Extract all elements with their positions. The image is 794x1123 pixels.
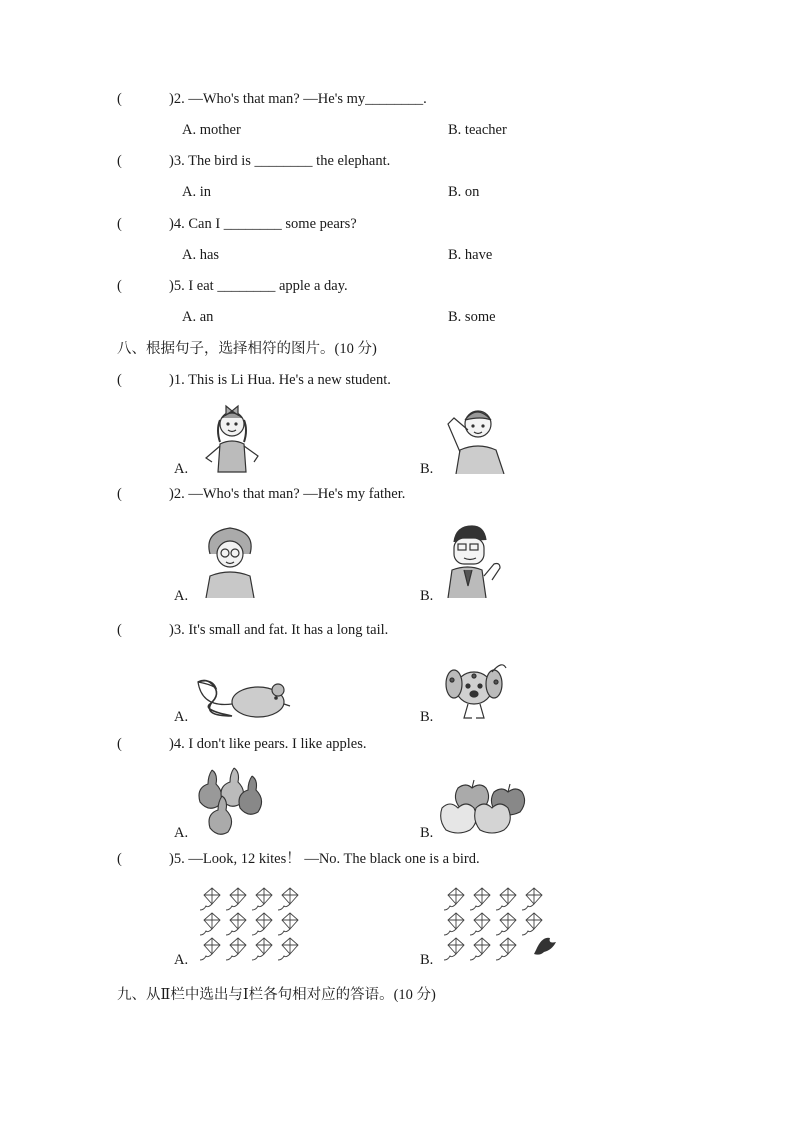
kite-icon [496,913,516,935]
option-a: A. has [182,247,220,263]
kite-icon [252,913,272,935]
kite-icon [226,913,246,935]
question-number: )1. [169,372,185,388]
question-row [117,371,391,389]
option-b-label: B. [420,461,434,477]
kite-icon [252,938,272,960]
answer-paren: ( [117,278,122,294]
option-b-label: B. [420,709,434,725]
question-number: )2. [169,91,185,107]
option-a: A. mother [182,122,241,138]
question-number: )5. [169,851,185,867]
question-number: )3. [169,153,185,169]
option-b-label: B. [420,588,434,604]
kite-icon [444,938,464,960]
question-row [117,735,367,753]
kite-icon [444,888,464,910]
kite-icon [252,888,272,910]
option-b-label: B. [420,825,434,841]
boy-scratching-head-icon [442,400,508,474]
option-b: B. on [448,184,480,200]
kites-and-bird-icon [440,886,564,962]
option-b: B. some [448,309,496,325]
kite-icon [522,888,542,910]
question-text: I don't like pears. I like apples. [188,736,367,752]
curly-haired-woman-icon [200,524,260,598]
kite-icon [200,938,220,960]
question-row [117,621,388,639]
answer-paren: ( [117,153,122,169]
answer-paren: ( [117,736,122,752]
option-a-label: A. [174,952,189,968]
question-row [117,152,390,170]
kite-icon [278,913,298,935]
question-row [117,850,480,868]
question-row [117,485,405,503]
question-text: This is Li Hua. He's a new student. [188,372,391,388]
apples-icon [440,776,532,834]
question-text: I eat ________ apple a day. [188,278,348,294]
question-row [117,215,357,233]
kite-icon [496,888,516,910]
kites-icon [196,886,312,962]
question-text: —Who's that man? —He's my father. [188,486,406,502]
kite-icon [522,913,542,935]
kite-icon [496,938,516,960]
mouse-icon [196,674,294,720]
answer-paren: ( [117,372,122,388]
question-number: )4. [169,216,185,232]
question-number: )5. [169,278,185,294]
question-text: —Who's that man? —He's my________. [188,91,427,107]
answer-paren: ( [117,622,122,638]
option-a: A. in [182,184,211,200]
question-number: )4. [169,736,185,752]
kite-icon [278,888,298,910]
kite-icon [470,913,490,935]
spotted-dog-icon [440,654,510,722]
option-a-label: A. [174,825,189,841]
kite-icon [200,888,220,910]
answer-paren: ( [117,91,122,107]
kite-icon [470,888,490,910]
answer-paren: ( [117,851,122,867]
section-heading: 八、根据句子，选择相符的图片。(10 分) [117,341,377,357]
kite-icon [226,938,246,960]
answer-paren: ( [117,486,122,502]
bird-icon [534,938,556,955]
kite-icon [278,938,298,960]
option-b: B. teacher [448,122,507,138]
section-heading: 九、从Ⅱ栏中选出与Ⅰ栏各句相对应的答语。(10 分) [117,987,436,1003]
option-a-label: A. [174,461,189,477]
question-text: Can I ________ some pears? [188,216,357,232]
question-number: )3. [169,622,185,638]
girl-with-bow-icon [200,400,264,474]
man-with-glasses-icon [442,520,502,598]
option-a-label: A. [174,709,189,725]
question-text: The bird is ________ the elephant. [188,153,391,169]
option-b: B. have [448,247,493,263]
question-text: It's small and fat. It has a long tail. [188,622,389,638]
option-a-label: A. [174,588,189,604]
kite-icon [200,913,220,935]
option-b-label: B. [420,952,434,968]
pears-icon [198,766,268,838]
question-number: )2. [169,486,185,502]
kite-icon [470,938,490,960]
option-a: A. an [182,309,214,325]
kite-icon [444,913,464,935]
kite-icon [226,888,246,910]
answer-paren: ( [117,216,122,232]
question-row [117,90,427,108]
question-row [117,277,348,295]
question-text: —Look, 12 kites！ —No. The black one is a bird. [188,851,480,867]
